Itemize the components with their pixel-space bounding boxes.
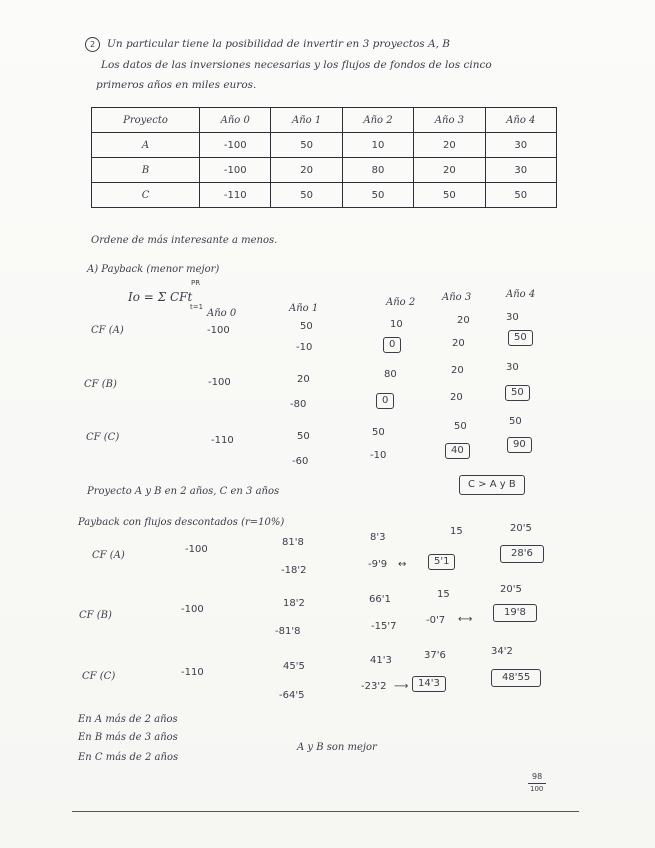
cf-value: -110 [211,435,234,446]
dcf-value: 18'2 [283,598,305,609]
cumulative-boxed: 90 [507,437,532,453]
dcf-cumulative: -0'7 [426,615,446,626]
dcf-cumulative: -9'9 [368,559,388,570]
table-header-cell: Año 3 [414,108,485,133]
grade-total: 100 [530,785,544,793]
dcf-value: 81'8 [282,537,304,548]
table-cell: 50 [485,183,556,208]
table-cell: 20 [271,158,342,183]
final-line: En B más de 3 años [78,732,178,743]
cf-value: 50 [297,431,310,442]
cumulative-value: -10 [296,342,313,353]
cf-value: 50 [372,427,385,438]
table-cell: 10 [342,133,413,158]
dcf-boxed: 28'6 [500,545,544,563]
dcf-cumulative: -81'8 [275,626,301,637]
statement-line-1: Un particular tiene la posibilidad de invertir en 3 proyectos A, B [107,38,450,50]
table-header-row [92,108,557,133]
cf-label: CF (C) [86,432,120,443]
year-header: Año 0 [207,308,237,319]
table-cell: 30 [485,133,556,158]
cf-value: -100 [208,377,231,388]
dcf-value: -110 [181,667,204,678]
table-cell: -100 [200,158,271,183]
table-cell: -110 [200,183,271,208]
table-cell: B [92,158,200,183]
final-line: En C más de 2 años [78,752,179,763]
payback-formula: Io = Σ CFt [128,290,193,304]
cf-value: 20 [297,374,310,385]
table-header-cell: Año 4 [485,108,556,133]
cf-value: 80 [384,369,397,380]
table-cell: 50 [271,183,342,208]
year-header: Año 2 [386,297,416,308]
projects-table [91,107,557,208]
cf-value: 30 [506,362,519,373]
cumulative-value: -80 [290,399,307,410]
year-header: Año 4 [506,289,536,300]
table-cell: 50 [271,133,342,158]
table-cell: 50 [414,183,485,208]
section-2-label: Payback con flujos descontados (r=10%) [78,517,285,528]
cf-label: CF (A) [91,325,124,336]
cf-value: 50 [300,321,313,332]
table-header-cell: Proyecto [92,108,200,133]
table-cell: 20 [414,133,485,158]
cumulative-value: 20 [450,392,463,403]
table-row [92,133,557,158]
dcf-value: 15 [450,526,463,537]
cumulative-value: 20 [452,338,465,349]
dcf-value: -100 [181,604,204,615]
page-edge [72,811,579,812]
cf-value: 10 [390,319,403,330]
dcf-value: 15 [437,589,450,600]
dcf-value: 34'2 [491,646,513,657]
cumulative-boxed: 0 [376,393,394,409]
arrow-icon: ↔ [398,559,407,570]
exercise-number: 2 [85,37,100,52]
cumulative-boxed: 0 [383,337,401,353]
dcf-value: 66'1 [369,594,391,605]
dcf-boxed: 19'8 [493,604,537,622]
grade-score: 98 [532,772,543,781]
table-header-cell: Año 1 [271,108,342,133]
dcf-label: CF (C) [82,671,116,682]
arrow-icon: ⟶ [394,681,409,692]
dcf-boxed: 14'3 [412,676,446,692]
cumulative-boxed: 50 [508,330,533,346]
table-cell: 80 [342,158,413,183]
sum-upper-limit: PR [191,279,201,287]
cumulative-boxed: 40 [445,443,470,459]
table-row [92,183,557,208]
cf-value: 20 [451,365,464,376]
ranking-boxed: C > A y B [459,475,525,495]
year-header: Año 3 [442,292,472,303]
dcf-value: 8'3 [370,532,386,543]
cf-value: -100 [207,325,230,336]
cf-value: 20 [457,315,470,326]
sum-lower-limit: t=1 [190,303,204,311]
arrow-icon: ⟷ [458,614,473,625]
dcf-label: CF (B) [79,610,112,621]
table-cell: A [92,133,200,158]
dcf-boxed: 5'1 [428,554,455,570]
dcf-label: CF (A) [92,550,125,561]
cf-label: CF (B) [84,379,117,390]
dcf-cumulative: -23'2 [361,681,387,692]
year-header: Año 1 [289,303,319,314]
cf-value: 30 [506,312,519,323]
cf-value: 50 [509,416,522,427]
table-cell: 50 [342,183,413,208]
dcf-cumulative: -15'7 [371,621,397,632]
payback-conclusion: Proyecto A y B en 2 años, C en 3 años [87,486,280,497]
statement-line-2: Los datos de las inversiones necesarias y los flujos de fondos de los cinco [101,59,492,71]
table-cell: C [92,183,200,208]
dcf-cumulative: -18'2 [281,565,307,576]
section-1-label: A) Payback (menor mejor) [87,264,220,275]
dcf-value: 45'5 [283,661,305,672]
table-header-cell: Año 0 [200,108,271,133]
dcf-boxed: 48'55 [491,669,541,687]
statement-line-3: primeros años en miles euros. [96,79,257,91]
instruction-text: Ordene de más interesante a menos. [91,235,278,246]
final-note: A y B son mejor [297,742,377,753]
dcf-value: 20'5 [500,584,522,595]
table-cell: 30 [485,158,556,183]
table-row [92,158,557,183]
dcf-value: -100 [185,544,208,555]
final-line: En A más de 2 años [78,714,178,725]
cumulative-value: -10 [370,450,387,461]
cumulative-boxed: 50 [505,385,530,401]
table-header-cell: Año 2 [342,108,413,133]
cumulative-value: -60 [292,456,309,467]
dcf-value: 20'5 [510,523,532,534]
table-cell: 20 [414,158,485,183]
cf-value: 50 [454,421,467,432]
grade-divider [528,783,546,784]
dcf-value: 41'3 [370,655,392,666]
dcf-cumulative: -64'5 [279,690,305,701]
dcf-value: 37'6 [424,650,446,661]
table-cell: -100 [200,133,271,158]
